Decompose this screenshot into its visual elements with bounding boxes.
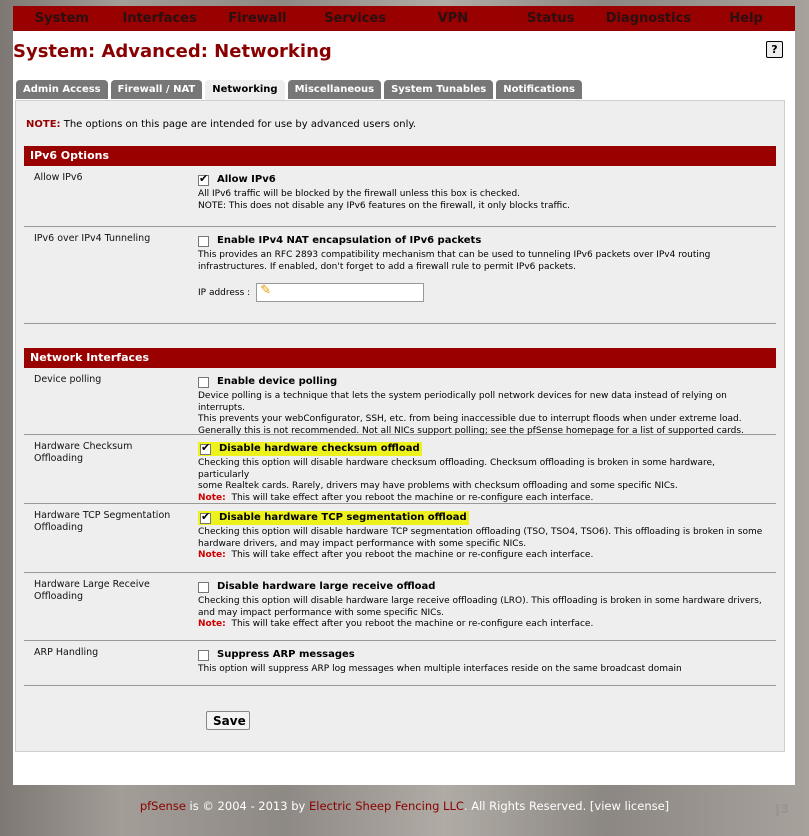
section-header-network-interfaces: Network Interfaces (24, 348, 776, 368)
hardware-tso-note-label: Note: (198, 550, 226, 560)
row-device-polling (24, 368, 776, 435)
hardware-checksum-note-label: Note: (198, 492, 226, 503)
checksum-highlight (198, 442, 422, 456)
suppress-arp-checkbox-label: Suppress ARP messages (217, 649, 355, 660)
advanced-note (26, 119, 416, 130)
hardware-lro-desc-1: Checking this option will disable hardware large receive offloading (LRO). This offloading is broken in some hardware drivers, (198, 596, 762, 606)
device-polling-desc-2: This prevents your webConfigurator, SSH, etc. from being inaccessible due to interrupt floods when under extreme load. (198, 414, 742, 424)
nav-status[interactable]: Status (526, 11, 575, 26)
row-hardware-checksum (24, 435, 776, 504)
page-title: System: Advanced: Networking (13, 41, 332, 62)
hardware-checksum-note-text: This will take effect after you reboot the machine or re-configure each interface. (231, 492, 594, 503)
row-hardware-lro (24, 573, 776, 641)
device-polling-checkbox-label: Enable device polling (217, 376, 338, 387)
hardware-lro-checkbox[interactable] (198, 582, 209, 593)
ipv6-tunnel-checkbox[interactable] (198, 236, 209, 247)
hardware-tso-note (198, 550, 768, 562)
help-icon[interactable]: ? (766, 41, 783, 58)
footer-text-1: is © 2004 - 2013 by (185, 799, 309, 813)
row-label-hardware-checksum: Hardware Checksum Offloading (34, 441, 133, 464)
allow-ipv6-checkbox[interactable] (198, 175, 209, 186)
row-label-allow-ipv6: Allow IPv6 (34, 172, 83, 183)
suppress-arp-checkbox[interactable] (198, 650, 209, 661)
tab-system-tunables[interactable]: System Tunables (384, 80, 493, 99)
allow-ipv6-desc-2: NOTE: This does not disable any IPv6 features on the firewall, it only blocks traffic. (198, 200, 571, 211)
row-arp-handling (24, 641, 776, 686)
content-area (13, 31, 795, 785)
row-value-hardware-tso (198, 510, 768, 562)
nav-system[interactable]: System (34, 11, 89, 26)
ipv6-tunnel-desc-2: infrastructures. If enabled, don't forget to add a firewall rule to permit IPv6 packets. (198, 261, 576, 272)
footer-text-2: . All Rights Reserved. [ (463, 799, 595, 813)
tab-miscellaneous[interactable]: Miscellaneous (288, 80, 382, 99)
tab-bar (16, 80, 585, 100)
save-button[interactable]: Save (206, 711, 250, 730)
hardware-tso-desc-1: Checking this option will disable hardware TCP segmentation offloading (TSO, TSO4, TSO6). This offloading is broken in some (198, 527, 763, 537)
footer (0, 799, 809, 813)
nav-interfaces[interactable]: Interfaces (122, 11, 197, 26)
row-allow-ipv6 (24, 166, 776, 227)
ipv6-tunnel-desc-1: This provides an RFC 2893 compatibility mechanism that can be used to tunneling IPv6 packets over IPv4 routing (198, 250, 711, 260)
footer-company[interactable]: Electric Sheep Fencing LLC (308, 799, 464, 813)
section-header-ipv6: IPv6 Options (24, 146, 776, 166)
ip-address-input[interactable] (256, 283, 424, 302)
tab-admin-access[interactable]: Admin Access (16, 80, 108, 99)
ipv6-tunnel-checkbox-label: Enable IPv4 NAT encapsulation of IPv6 packets (217, 235, 482, 246)
device-polling-desc-3: Generally this is not recommended. Not all NICs support polling; see the pfSense homepage for a list of supported cards. (198, 425, 744, 436)
tab-notifications[interactable]: Notifications (496, 80, 582, 99)
hardware-tso-note-text: This will take effect after you reboot the machine or re-configure each interface. (231, 550, 594, 560)
hardware-checksum-desc-2: some Realtek cards. Rarely, drivers may have problems with checksum offloading and some specific NICs. (198, 481, 678, 491)
suppress-arp-desc-1: This option will suppress ARP log messages when multiple interfaces reside on the same broadcast domain (198, 664, 682, 674)
hardware-tso-desc-2: hardware drivers, and may impact performance with some specific NICs. (198, 538, 527, 549)
top-navigation (13, 6, 795, 32)
hardware-checksum-desc-1: Checking this option will disable hardware checksum offloading. Checksum offloading is broken in some hardware, particularly (198, 458, 715, 480)
hardware-lro-note (198, 619, 768, 631)
view-license-link[interactable]: view license (594, 799, 665, 813)
tso-highlight (198, 511, 469, 525)
tab-firewall-nat[interactable]: Firewall / NAT (111, 80, 203, 99)
hardware-lro-checkbox-label: Disable hardware large receive offload (217, 581, 436, 592)
row-hardware-tso (24, 504, 776, 573)
row-ipv6-tunneling (24, 227, 776, 324)
nav-services[interactable]: Services (324, 11, 387, 26)
allow-ipv6-desc-1: All IPv6 traffic will be blocked by the firewall unless this box is checked. (198, 189, 521, 199)
row-value-allow-ipv6 (198, 172, 768, 212)
note-label: NOTE: (26, 119, 61, 130)
row-label-ipv6-tunneling: IPv6 over IPv4 Tunneling (34, 233, 151, 244)
row-value-hardware-checksum (198, 441, 768, 504)
nav-help[interactable]: Help (729, 11, 763, 26)
hardware-lro-desc-2: and may impact performance with some specific NICs. (198, 607, 444, 618)
corner-logo-icon: ꞁɜ (774, 798, 789, 817)
ip-address-label: IP address : (198, 287, 251, 298)
settings-panel (15, 100, 785, 752)
note-text: The options on this page are intended for use by advanced users only. (63, 119, 417, 130)
footer-brand[interactable]: pfSense (139, 799, 186, 813)
nav-diagnostics[interactable]: Diagnostics (605, 11, 692, 26)
row-value-device-polling (198, 374, 768, 437)
device-polling-checkbox[interactable] (198, 377, 209, 388)
row-value-hardware-lro (198, 579, 768, 631)
row-label-device-polling: Device polling (34, 374, 102, 385)
pencil-icon: ✎ (260, 283, 272, 298)
row-label-hardware-tso: Hardware TCP Segmentation Offloading (34, 510, 171, 533)
row-label-hardware-lro: Hardware Large Receive Offloading (34, 579, 150, 602)
nav-firewall[interactable]: Firewall (228, 11, 287, 26)
row-label-arp-handling: ARP Handling (34, 647, 99, 658)
device-polling-desc-1: Device polling is a technique that lets the system periodically poll network devices for new data instead of relying on interrupts. (198, 391, 727, 413)
hardware-tso-checkbox[interactable] (200, 513, 211, 524)
hardware-checksum-checkbox[interactable] (200, 444, 211, 455)
hardware-tso-checkbox-label: Disable hardware TCP segmentation offload (219, 512, 467, 523)
hardware-checksum-checkbox-label: Disable hardware checksum offload (219, 443, 420, 454)
row-value-arp-handling (198, 647, 768, 676)
footer-text-3: ] (664, 799, 670, 813)
allow-ipv6-checkbox-label: Allow IPv6 (217, 174, 276, 185)
row-value-ipv6-tunneling (198, 233, 768, 302)
nav-vpn[interactable]: VPN (437, 11, 469, 26)
tab-networking[interactable]: Networking (205, 80, 284, 100)
hardware-checksum-note (198, 493, 768, 505)
hardware-lro-note-text: This will take effect after you reboot the machine or re-configure each interface. (231, 619, 594, 629)
hardware-lro-note-label: Note: (198, 619, 226, 629)
